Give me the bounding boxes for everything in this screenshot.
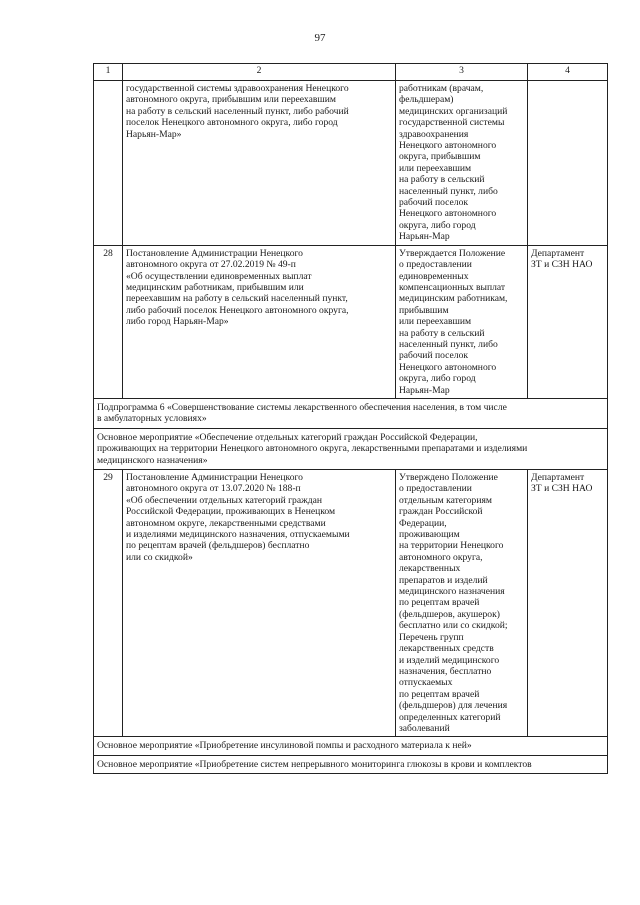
main-activity-2-title: Основное мероприятие «Приобретение инсулиновой помпы и расходного материала к ней»	[94, 737, 608, 755]
table-header-row	[94, 64, 608, 81]
table-row-28	[94, 245, 608, 398]
main-activity-3-title: Основное мероприятие «Приобретение систем непрерывного мониторинга глюкозы в крови и комплектов	[94, 755, 608, 773]
legal-act-cell: государственной системы здравоохранения Ненецкого автономного округа, прибывшим или переехавшим на работу в сельский населенный пункт, либо рабочий поселок Ненецкого автономного округа, либо город Нарьян-Мар»	[123, 81, 396, 246]
header-col-3: 3	[396, 64, 528, 81]
subprogram-6-title: Подпрограмма 6 «Совершенствование системы лекарственного обеспечения населения, в том числе в амбулаторных условиях»	[94, 398, 608, 428]
content-cell: Утверждено Положение о предоставлении отдельным категориям граждан Российской Федерации, проживающим на территории Ненецкого автономного округа, лекарственных препаратов и изделий медицинского назначения по рецептам врачей (фельдшеров, акушерок) бесплатно или со скидкой; Перечень групп лекарственных средств и изделий медицинского назначения, бесплатно отпускаемых по рецептам врачей (фельдшеров) для лечения определенных категорий заболеваний	[396, 470, 528, 737]
row-number: 29	[94, 470, 123, 737]
department-cell: Департамент ЗТ и СЗН НАО	[528, 245, 608, 398]
header-col-1: 1	[94, 64, 123, 81]
row-number: 28	[94, 245, 123, 398]
main-activity-row-2	[94, 737, 608, 755]
legal-act-cell: Постановление Администрации Ненецкого автономного округа от 27.02.2019 № 49-п «Об осуществлении единовременных выплат медицинским работникам, прибывшим или переехавшим на работу в сельский населенный пункт, либо рабочий поселок Ненецкого автономного округа, либо город Нарьян-Мар»	[123, 245, 396, 398]
main-activity-1-title: Основное мероприятие «Обеспечение отдельных категорий граждан Российской Федерации, проживающих на территории Ненецкого автономного округа, лекарственными препаратами и изделиями медицинского назначения»	[94, 428, 608, 469]
table-row-continued	[94, 81, 608, 246]
legal-act-cell: Постановление Администрации Ненецкого автономного округа от 13.07.2020 № 188-п «Об обеспечении отдельных категорий граждан Российской Федерации, проживающих в Ненецком автономном округе, лекарственными средствами и изделиями медицинского назначения, отпускаемыми по рецептам врачей (фельдшеров) бесплатно или со скидкой»	[123, 470, 396, 737]
department-cell	[528, 81, 608, 246]
department-cell: Департамент ЗТ и СЗН НАО	[528, 470, 608, 737]
row-number	[94, 81, 123, 246]
content-cell: Утверждается Положение о предоставлении единовременных компенсационных выплат медицинским работникам, прибывшим или переехавшим на работу в сельский населенный пункт, либо рабочий поселок Ненецкого автономного округа, либо город Нарьян-Мар	[396, 245, 528, 398]
header-col-2: 2	[123, 64, 396, 81]
content-cell: работникам (врачам, фельдшерам) медицинских организаций государственной системы здравоохранения Ненецкого автономного округа, прибывшим или переехавшим на работу в сельский населенный пункт, либо рабочий поселок Ненецкого автономного округа, либо город Нарьян-Мар	[396, 81, 528, 246]
table-row-29	[94, 470, 608, 737]
subprogram-6-row	[94, 398, 608, 428]
header-col-4: 4	[528, 64, 608, 81]
main-activity-row-1	[94, 428, 608, 469]
programs-table	[93, 63, 608, 774]
page-number: 97	[314, 32, 326, 44]
main-activity-row-3	[94, 755, 608, 773]
